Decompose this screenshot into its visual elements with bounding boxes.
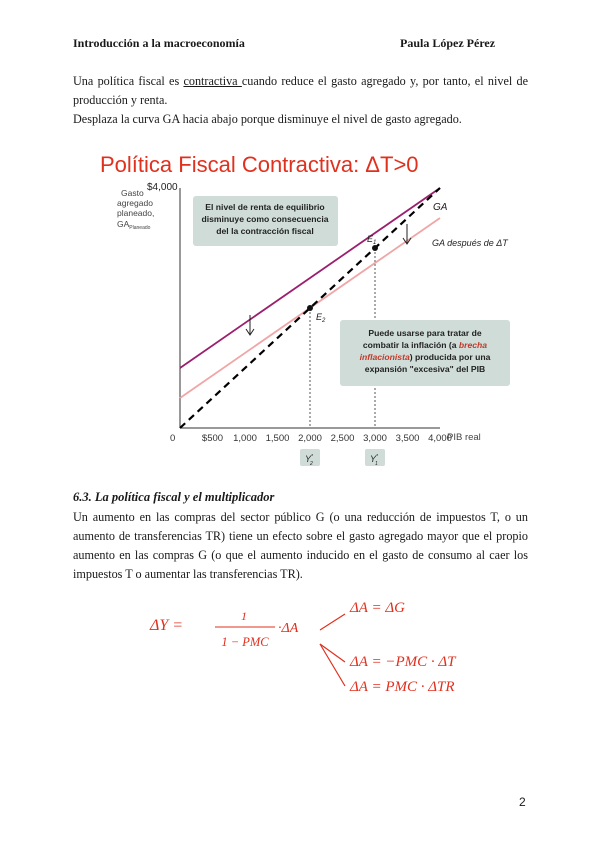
point-label: $E_1$ [367, 234, 377, 246]
page-number: 2 [519, 795, 526, 809]
y-label-sub-small: Planeado [129, 225, 151, 231]
header-left: Introducción a la macroeconomía [73, 36, 245, 50]
y-marker-label: Y* 1 [370, 454, 378, 467]
intro-text-before: Una política fiscal es [73, 74, 184, 88]
body-paragraph: Un aumento en las compras del sector público G (o una reducción de impuestos T, o un aumento de transferencias TR) tiene un efecto sobre el gasto agregado mayor que el propio aumento en las compras G (o que el aumento inducido en el gasto de consumo al caer los impuestos T o aumentar las transferencias TR). [73, 510, 528, 581]
annotation-box-1 [193, 196, 338, 246]
annotation-2-line-4: expansión "excesiva" del PIB [364, 364, 486, 374]
formula-numerator: 1 [241, 609, 247, 623]
svg-text:GAPlaneado [117, 219, 151, 231]
formula-case-3: ΔA = PMC · ΔTR [350, 679, 455, 695]
x-tick-label: 1,500 [265, 433, 290, 444]
y-markers [300, 449, 385, 467]
annotation-1-line-2: disminuye como consecuencia [201, 214, 329, 224]
x-axis-label: PIB real [447, 432, 481, 443]
annotation-1-line-3: del la contracción fiscal [216, 226, 314, 236]
svg-text:inflacionista) producida por u [360, 352, 491, 362]
x-tick-label: 0 [170, 433, 176, 444]
svg-text:combatir la inflación (a brech [363, 340, 487, 350]
section-title: 6.3. La política fiscal y el multiplicador [73, 490, 275, 504]
intro-underlined-word: contractiva [183, 74, 242, 88]
multiplier-formula [0, 590, 600, 710]
x-tick-label: $500 [201, 433, 224, 444]
point-label: $E_2$ [316, 312, 326, 324]
intro-paragraph-2: Desplaza la curva GA hacia abajo porque disminuye el nivel de gasto agregado. [73, 112, 462, 126]
formula-times: ·ΔA [278, 621, 299, 636]
x-tick-label: 1,000 [233, 433, 257, 444]
fiscal-policy-chart [95, 140, 525, 470]
x-tick-labels [170, 433, 452, 444]
formula-case-2: ΔA = −PMC · ΔT [350, 654, 456, 670]
x-tick-label: 3,500 [395, 433, 420, 444]
x-tick-label: 2,000 [298, 433, 322, 444]
intro-paragraph-1 [73, 72, 528, 110]
y-label-line-3: planeado, [117, 208, 155, 218]
formula-branches [320, 614, 345, 686]
formula-lhs: ΔY = [150, 617, 184, 634]
formula-denominator: 1 − PMC [221, 635, 269, 649]
series-label-ga: GA [433, 202, 448, 213]
y-label-sub: GA [117, 219, 130, 229]
annotation-2-line-1: Puede usarse para tratar de [368, 328, 482, 338]
y-top-label: $4,000 [147, 182, 178, 193]
annotation-2-line-3: ) producida por una [409, 352, 491, 362]
formula-case-1: ΔA = ΔG [350, 600, 405, 616]
y-label-line-1: Gasto [121, 188, 144, 198]
y-marker-label: Y* 2 [305, 454, 313, 467]
y-axis-label [117, 188, 154, 231]
x-tick-label: 4,000 [428, 433, 452, 444]
series-label-ga-after: GA después de ΔT [432, 238, 508, 248]
equilibrium-point [307, 305, 313, 311]
annotation-2-line-2: combatir la inflación (a [362, 340, 459, 350]
x-tick-label: 2,500 [330, 433, 355, 444]
header-right: Paula López Pérez [400, 36, 496, 50]
intro-text-after: cuando reduce el gasto agregado y, por tanto, el nivel de producción y renta. [73, 74, 529, 107]
annotation-2-highlight-2: inflacionista [359, 352, 410, 362]
y-label-line-2: agregado [117, 198, 153, 208]
annotation-box-2 [340, 320, 510, 386]
annotation-1-line-1: El nivel de renta de equilibrio [205, 202, 325, 212]
chart-title: Política Fiscal Contractiva: ΔT>0 [100, 152, 419, 177]
x-tick-label: 3,000 [363, 433, 387, 444]
annotation-2-highlight-1: brecha [458, 340, 488, 350]
